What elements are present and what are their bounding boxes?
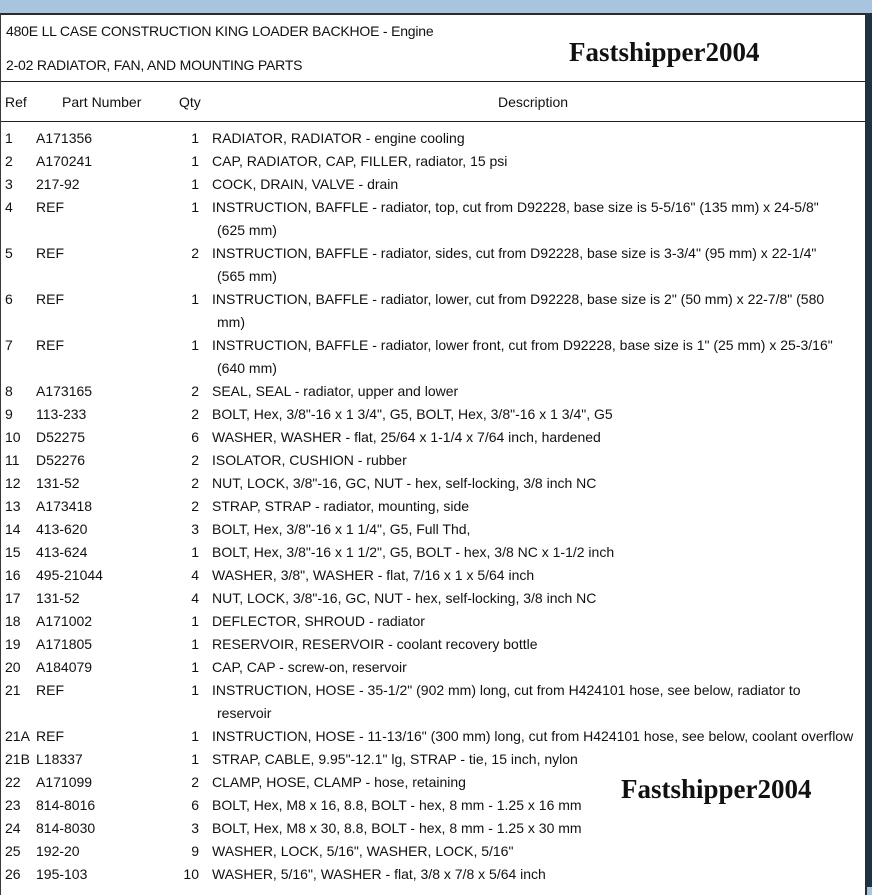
ref-cell: 1 xyxy=(5,130,13,146)
description-line: RADIATOR, RADIATOR - engine cooling xyxy=(212,130,465,146)
qty-cell: 1 xyxy=(191,153,199,169)
section-title: 2-02 RADIATOR, FAN, AND MOUNTING PARTS xyxy=(6,57,303,73)
table-row xyxy=(1,748,867,771)
table-row xyxy=(1,633,867,656)
ref-cell: 19 xyxy=(5,636,21,652)
part-number-cell: REF xyxy=(36,199,64,215)
description-cell xyxy=(212,840,867,863)
table-row xyxy=(1,242,867,288)
description-continuation: (625 mm) xyxy=(217,222,277,238)
ref-cell: 21B xyxy=(5,751,30,767)
description-cell xyxy=(212,817,867,840)
table-row xyxy=(1,173,867,196)
qty-cell: 1 xyxy=(191,613,199,629)
description-line: CLAMP, HOSE, CLAMP - hose, retaining xyxy=(212,774,466,790)
description-line: CAP, RADIATOR, CAP, FILLER, radiator, 15 psi xyxy=(212,153,508,169)
table-row xyxy=(1,840,867,863)
table-row xyxy=(1,518,867,541)
description-line: INSTRUCTION, BAFFLE - radiator, top, cut from D92228, base size is 5-5/16" (135 mm) x 24-5/8" xyxy=(212,199,819,215)
description-line: BOLT, Hex, M8 x 16, 8.8, BOLT - hex, 8 mm - 1.25 x 16 mm xyxy=(212,797,582,813)
watermark-top: Fastshipper2004 xyxy=(569,37,760,67)
part-number-cell: REF xyxy=(36,291,64,307)
qty-cell: 4 xyxy=(191,567,199,583)
part-number-cell: 413-624 xyxy=(36,544,88,560)
document-title: 480E LL CASE CONSTRUCTION KING LOADER BACKHOE - Engine xyxy=(6,23,434,39)
description-line: WASHER, LOCK, 5/16", WASHER, LOCK, 5/16" xyxy=(212,843,514,859)
description-line: WASHER, 5/16", WASHER - flat, 3/8 x 7/8 x 5/64 inch xyxy=(212,866,546,882)
qty-cell: 4 xyxy=(191,590,199,606)
description-line: DEFLECTOR, SHROUD - radiator xyxy=(212,613,425,629)
description-cell xyxy=(212,633,867,656)
table-row xyxy=(1,288,867,334)
description-line: WASHER, WASHER - flat, 25/64 x 1-1/4 x 7/64 inch, hardened xyxy=(212,429,601,445)
part-number-cell: L18337 xyxy=(36,751,83,767)
part-number-cell: 814-8016 xyxy=(36,797,96,813)
table-row xyxy=(1,150,867,173)
qty-cell: 10 xyxy=(183,866,199,882)
col-header-ref: Ref xyxy=(5,94,27,110)
table-row xyxy=(1,817,867,840)
description-cell xyxy=(212,449,867,472)
qty-cell: 1 xyxy=(191,659,199,675)
qty-cell: 1 xyxy=(191,291,199,307)
ref-cell: 22 xyxy=(5,774,21,790)
col-header-part: Part Number xyxy=(62,94,142,110)
ref-cell: 25 xyxy=(5,843,21,859)
table-row xyxy=(1,656,867,679)
parts-document xyxy=(0,13,867,895)
part-number-cell: 495-21044 xyxy=(36,567,103,583)
table-row xyxy=(1,610,867,633)
part-number-cell: D52275 xyxy=(36,429,86,445)
ref-cell: 8 xyxy=(5,383,13,399)
qty-cell: 2 xyxy=(191,406,199,422)
description-line: INSTRUCTION, BAFFLE - radiator, lower front, cut from D92228, base size is 1" (25 mm) x 25-3/16" xyxy=(212,337,833,353)
qty-cell: 2 xyxy=(191,498,199,514)
qty-cell: 2 xyxy=(191,452,199,468)
description-line: INSTRUCTION, BAFFLE - radiator, lower, cut from D92228, base size is 2" (50 mm) x 22-7/8" (580 xyxy=(212,291,825,307)
description-cell xyxy=(212,127,867,150)
qty-cell: 1 xyxy=(191,130,199,146)
part-number-cell: A170241 xyxy=(36,153,93,169)
qty-cell: 1 xyxy=(191,682,199,698)
part-number-cell: REF xyxy=(36,337,64,353)
table-row xyxy=(1,472,867,495)
qty-cell: 6 xyxy=(191,429,199,445)
header-divider xyxy=(1,81,865,82)
part-number-cell: REF xyxy=(36,682,64,698)
column-header-divider xyxy=(1,121,865,122)
qty-cell: 2 xyxy=(191,475,199,491)
description-line: BOLT, Hex, 3/8"-16 x 1 1/4", G5, Full Thd, xyxy=(212,521,471,537)
description-cell xyxy=(212,334,867,380)
description-line: BOLT, Hex, 3/8"-16 x 1 1/2", G5, BOLT - hex, 3/8 NC x 1-1/2 inch xyxy=(212,544,615,560)
description-cell xyxy=(212,518,867,541)
description-line: NUT, LOCK, 3/8"-16, GC, NUT - hex, self-locking, 3/8 inch NC xyxy=(212,475,597,491)
description-cell xyxy=(212,656,867,679)
qty-cell: 2 xyxy=(191,774,199,790)
part-number-cell: A171002 xyxy=(36,613,93,629)
part-number-cell: 131-52 xyxy=(36,590,80,606)
description-cell xyxy=(212,679,867,725)
description-line: INSTRUCTION, HOSE - 35-1/2" (902 mm) long, cut from H424101 hose, see below, radiator to xyxy=(212,682,801,698)
watermark-bottom: Fastshipper2004 xyxy=(621,774,812,804)
ref-cell: 20 xyxy=(5,659,21,675)
ref-cell: 26 xyxy=(5,866,21,882)
description-line: BOLT, Hex, 3/8"-16 x 1 3/4", G5, BOLT, Hex, 3/8"-16 x 1 3/4", G5 xyxy=(212,406,613,422)
description-line: WASHER, 3/8", WASHER - flat, 7/16 x 1 x 5/64 inch xyxy=(212,567,535,583)
table-row xyxy=(1,380,867,403)
qty-cell: 1 xyxy=(191,176,199,192)
description-line: RESERVOIR, RESERVOIR - coolant recovery bottle xyxy=(212,636,538,652)
ref-cell: 18 xyxy=(5,613,21,629)
window-edge xyxy=(866,13,872,887)
ref-cell: 21A xyxy=(5,728,30,744)
table-row xyxy=(1,127,867,150)
part-number-cell: 217-92 xyxy=(36,176,80,192)
qty-cell: 2 xyxy=(191,383,199,399)
description-continuation: (640 mm) xyxy=(217,360,277,376)
table-row xyxy=(1,564,867,587)
ref-cell: 2 xyxy=(5,153,13,169)
description-continuation: mm) xyxy=(217,314,245,330)
ref-cell: 23 xyxy=(5,797,21,813)
parts-table xyxy=(1,127,867,886)
description-line: ISOLATOR, CUSHION - rubber xyxy=(212,452,407,468)
part-number-cell: A173418 xyxy=(36,498,93,514)
table-row xyxy=(1,541,867,564)
qty-cell: 3 xyxy=(191,521,199,537)
qty-cell: 6 xyxy=(191,797,199,813)
ref-cell: 5 xyxy=(5,245,13,261)
qty-cell: 2 xyxy=(191,245,199,261)
description-line: BOLT, Hex, M8 x 30, 8.8, BOLT - hex, 8 mm - 1.25 x 30 mm xyxy=(212,820,582,836)
ref-cell: 24 xyxy=(5,820,21,836)
part-number-cell: REF xyxy=(36,728,64,744)
part-number-cell: REF xyxy=(36,245,64,261)
qty-cell: 1 xyxy=(191,544,199,560)
qty-cell: 1 xyxy=(191,751,199,767)
ref-cell: 6 xyxy=(5,291,13,307)
description-line: CAP, CAP - screw-on, reservoir xyxy=(212,659,407,675)
description-line: INSTRUCTION, HOSE - 11-13/16" (300 mm) long, cut from H424101 hose, see below, coolant overflow xyxy=(212,728,854,744)
ref-cell: 15 xyxy=(5,544,21,560)
table-row xyxy=(1,334,867,380)
table-row xyxy=(1,679,867,725)
description-cell xyxy=(212,748,867,771)
qty-cell: 1 xyxy=(191,199,199,215)
description-line: STRAP, CABLE, 9.95"-12.1" lg, STRAP - tie, 15 inch, nylon xyxy=(212,751,578,767)
table-row xyxy=(1,449,867,472)
description-line: INSTRUCTION, BAFFLE - radiator, sides, cut from D92228, base size is 3-3/4" (95 mm) x 22-1/4" xyxy=(212,245,817,261)
ref-cell: 3 xyxy=(5,176,13,192)
description-cell xyxy=(212,288,867,334)
description-cell xyxy=(212,472,867,495)
table-row xyxy=(1,863,867,886)
description-line: STRAP, STRAP - radiator, mounting, side xyxy=(212,498,470,514)
ref-cell: 16 xyxy=(5,567,21,583)
part-number-cell: A171805 xyxy=(36,636,93,652)
col-header-desc: Description xyxy=(498,94,569,110)
description-cell xyxy=(212,173,867,196)
description-continuation: (565 mm) xyxy=(217,268,277,284)
part-number-cell: A173165 xyxy=(36,383,93,399)
description-cell xyxy=(212,541,867,564)
ref-cell: 11 xyxy=(5,452,20,468)
qty-cell: 1 xyxy=(191,636,199,652)
table-row xyxy=(1,725,867,748)
part-number-cell: D52276 xyxy=(36,452,86,468)
qty-cell: 3 xyxy=(191,820,199,836)
description-cell xyxy=(212,495,867,518)
part-number-cell: A171099 xyxy=(36,774,93,790)
part-number-cell: 413-620 xyxy=(36,521,88,537)
table-row xyxy=(1,426,867,449)
description-cell xyxy=(212,196,867,242)
ref-cell: 14 xyxy=(5,521,21,537)
qty-cell: 1 xyxy=(191,728,199,744)
description-cell xyxy=(212,610,867,633)
part-number-cell: 195-103 xyxy=(36,866,88,882)
description-cell xyxy=(212,380,867,403)
ref-cell: 21 xyxy=(5,682,21,698)
description-cell xyxy=(212,403,867,426)
description-cell xyxy=(212,564,867,587)
part-number-cell: A171356 xyxy=(36,130,93,146)
description-line: COCK, DRAIN, VALVE - drain xyxy=(212,176,399,192)
description-line: NUT, LOCK, 3/8"-16, GC, NUT - hex, self-locking, 3/8 inch NC xyxy=(212,590,597,606)
description-line: SEAL, SEAL - radiator, upper and lower xyxy=(212,383,459,399)
description-cell xyxy=(212,426,867,449)
part-number-cell: 131-52 xyxy=(36,475,80,491)
description-cell xyxy=(212,587,867,610)
table-row xyxy=(1,196,867,242)
ref-cell: 4 xyxy=(5,199,13,215)
part-number-cell: A184079 xyxy=(36,659,93,675)
ref-cell: 10 xyxy=(5,429,21,445)
part-number-cell: 814-8030 xyxy=(36,820,96,836)
part-number-cell: 192-20 xyxy=(36,843,80,859)
description-continuation: reservoir xyxy=(217,705,272,721)
ref-cell: 13 xyxy=(5,498,21,514)
description-cell xyxy=(212,725,867,748)
description-cell xyxy=(212,242,867,288)
part-number-cell: 113-233 xyxy=(36,406,87,422)
ref-cell: 17 xyxy=(5,590,21,606)
col-header-qty: Qty xyxy=(179,94,201,110)
ref-cell: 12 xyxy=(5,475,21,491)
table-row xyxy=(1,587,867,610)
qty-cell: 1 xyxy=(191,337,199,353)
description-cell xyxy=(212,150,867,173)
ref-cell: 9 xyxy=(5,406,13,422)
table-row xyxy=(1,403,867,426)
description-cell xyxy=(212,863,867,886)
table-row xyxy=(1,495,867,518)
ref-cell: 7 xyxy=(5,337,13,353)
qty-cell: 9 xyxy=(191,843,199,859)
